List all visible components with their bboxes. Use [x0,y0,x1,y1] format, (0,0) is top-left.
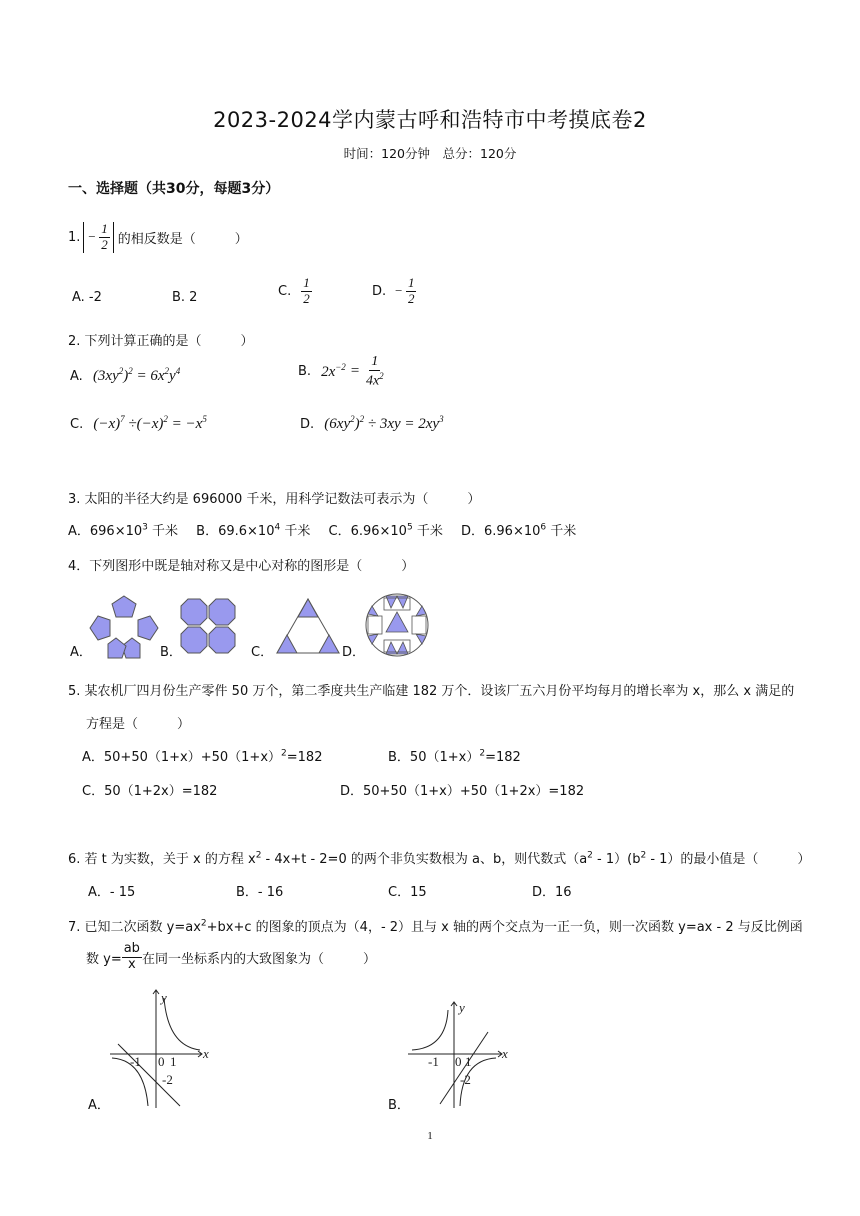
q1-frac-num: 1 [101,221,108,236]
q1-option-d [372,276,416,307]
q2-a-y: y [169,368,176,384]
q1-minus: − [87,229,97,245]
q3-c-text: C．6.96×10 [328,524,407,539]
q2-b-num: 1 [369,354,380,371]
q1-number: 1. [68,229,81,245]
q3-c-unit: 千米 [412,524,443,539]
q1-c-fraction [301,276,312,307]
q3-a-text: A．696×10 [68,524,143,539]
q4-option-a-label: A． [70,645,92,660]
graph-a-tick-1: 1 [170,1054,177,1069]
q2-b-den-sup: 2 [379,371,384,382]
q2-b-equals: = [349,363,360,380]
graph-b-tick-neg1: -1 [428,1054,439,1069]
q6-stem-d: - 1）的最小值是（ ） [646,852,811,867]
q3-a-unit: 千米 [147,524,179,539]
q5-stem-line1: 5. 某农机厂四月份生产零件 50 万个，第二季度共生产临建 182 万个．设该厂五六月份平均每月的增长率为 x，那么 x 满足的 [68,684,795,699]
q1-c-label: C. [278,283,292,299]
q7-fraction [122,942,142,973]
q5-option-c: C．50（1+2x）=182 [82,784,218,799]
graph-b-y-label: y [459,1000,465,1015]
q2-a-lhs: (3xy [92,368,119,384]
q2-d-label: D. [300,417,315,432]
graph-b-tick-1: 1 [465,1054,472,1069]
section-heading: 一、选择题（共30分，每题3分） [68,181,280,197]
graph-b-tick-neg2: -2 [460,1072,471,1087]
q3-b-unit: 千米 [280,524,311,539]
q1-fraction [99,222,110,253]
q7-frac-num: ab [123,941,140,956]
q4-option-b-label: B． [160,645,182,660]
q5-a-text: A．50+50（1+x）+50（1+x） [82,750,282,765]
q6-stem [68,848,810,867]
q2-a-sup2: 2 [128,366,133,376]
q4-option-d-label: D． [342,645,366,660]
q7-stem1-sup: 2 [200,918,207,929]
q2-a-sup3: 2 [164,366,170,376]
q3-a-sup: 3 [142,522,148,533]
q2-d-expression [324,416,443,432]
q2-option-a [70,366,180,385]
graph-a-origin: 0 [158,1054,165,1069]
q6-sup3: 2 [640,850,647,861]
q2-c-sup2: 2 [163,414,168,424]
graph-b-origin: 0 [455,1054,462,1069]
q1-option-b: B. 2 [172,290,198,305]
triangle-figure [276,598,340,654]
q2-d-close: ) [354,416,360,432]
q3-b-sup: 4 [274,522,281,533]
q6-option-c: C．15 [388,885,427,900]
q5-b-sup: 2 [479,748,486,759]
q7-option-a-label: A． [88,1098,110,1113]
q4-option-c-label: C． [251,645,274,660]
q1-stem: 的相反数是（ ） [117,231,248,247]
q7-stem2-b: 在同一坐标系内的大致图象为（ ） [141,951,376,967]
pentagon-ring-figure [88,594,160,660]
octagon-group-figure [180,598,236,654]
q2-c-eq: = −x [171,416,203,432]
graph-a-tick-neg2: -2 [162,1072,173,1087]
q5-option-b [388,746,521,765]
graph-b-hyperbola-upper [412,1010,448,1050]
q6-stem-c: - 1）(b [592,852,641,867]
q5-b-end: =182 [485,750,521,765]
graph-a-hyperbola-upper [164,998,200,1050]
q2-a-sup1: 2 [118,366,124,376]
q7-stem-line2 [86,942,376,973]
q1-c-num: 1 [303,275,310,290]
q7-stem1-a: 7. 已知二次函数 y=ax [68,920,201,935]
q2-c-div: ÷(−x) [128,416,164,432]
q3-stem: 3. 太阳的半径大约是 696000 千米，用科学记数法可表示为（ ） [68,492,481,507]
q2-d-sup3: 3 [439,414,444,424]
q1-c-den: 2 [303,290,310,306]
q2-d-p1: (6xy [324,416,351,432]
q5-stem-line2: 方程是（ ） [86,717,191,732]
q2-c-expression [93,416,206,432]
q2-a-sup4: 4 [175,366,181,376]
q7-stem-line1 [68,916,803,935]
q2-a-rhs: = 6x [136,368,165,384]
q2-c-sup1: 7 [120,414,125,424]
q3-c-sup: 5 [406,522,413,533]
q1-d-num: 1 [407,275,415,290]
q2-a-label: A. [70,369,83,384]
graph-a-y-label: y [161,990,167,1005]
q1-d-den: 2 [407,290,415,306]
q5-a-sup: 2 [281,748,287,759]
q5-option-d: D．50+50（1+x）+50（1+2x）=182 [340,784,585,799]
q7-stem1-b: +bx+c 的图象的顶点为（4，- 2）且与 x 轴的两个交点为一正一负，则一次函数 y=ax - 2 与反比例函 [206,920,803,935]
q2-d-sup1: 2 [350,414,355,424]
q7-stem2-a: 数 y= [86,951,122,967]
graph-a-tick-neg1: -1 [130,1054,141,1069]
page-number: 1 [427,1130,433,1142]
q3-d-text: D．6.96×10 [460,524,541,539]
q2-b-sup: −2 [335,362,346,373]
q7-frac-den: x [127,956,136,972]
graph-a-x-label: x [203,1046,209,1061]
q1-frac-den: 2 [101,236,108,252]
page-title: 2023-2024学内蒙古呼和浩特市中考摸底卷2 [213,108,647,132]
q2-b-fraction [364,354,386,390]
q6-option-b: B．- 16 [236,885,284,900]
graph-b-x-label: x [502,1046,508,1061]
q2-b-den [364,371,386,390]
q4-stem: 4．下列图形中既是轴对称又是中心对称的图形是（ ） [68,559,415,574]
question-1 [68,222,248,253]
q5-a-end: =182 [286,750,323,765]
q2-c-sup3: 5 [202,414,207,424]
q6-sup2: 2 [587,850,593,861]
q3-d-unit: 千米 [546,524,577,539]
q3-b-text: B．69.6×10 [196,524,275,539]
q2-c-p1: (−x) [93,416,121,432]
q2-option-b [298,354,386,390]
q3-d-sup: 6 [540,522,547,533]
q3-option-b [196,524,310,539]
q6-stem-b: - 4x+t - 2=0 的两个非负实数根为 a、b，则代数式（a [261,852,588,867]
circle-pattern-figure [364,592,430,658]
graph-a [104,984,224,1112]
q1-option-a: A. -2 [72,290,102,305]
q2-b-base: 2x [321,364,336,381]
q2-option-d [300,414,444,433]
q1-d-minus: − [394,283,403,299]
q1-option-c [278,276,312,307]
q6-stem-a: 6. 若 t 为实数，关于 x 的方程 x [68,852,256,867]
q2-stem: 2. 下列计算正确的是（ ） [68,334,254,349]
q1-absolute-value [83,222,113,253]
q3-option-d [461,524,576,539]
q2-a-expression [93,368,180,384]
q3-option-c [329,524,443,539]
q2-option-c [70,414,207,433]
q2-b-label: B. [298,364,312,380]
q3-option-a [68,524,178,539]
q1-d-fraction [406,276,417,307]
q2-b-lhs [321,362,346,381]
q2-b-den-base: 4x [365,373,380,389]
q6-sup1: 2 [255,850,262,861]
q5-option-a [82,746,322,765]
graph-b [404,996,518,1112]
q2-a-close: ) [123,368,129,384]
q3-options [68,520,576,539]
q6-option-d: D．16 [532,885,572,900]
q1-d-label: D. [372,283,387,299]
q6-option-a: A．- 15 [88,885,136,900]
q7-option-b-label: B． [388,1098,410,1113]
graph-b-line [440,1032,488,1104]
q2-c-label: C. [70,417,84,432]
q5-b-text: B．50（1+x） [388,750,480,765]
exam-info: 时间：120分钟 总分：120分 [343,146,517,161]
q2-d-div: ÷ 3xy = 2xy [367,416,440,432]
q2-d-sup2: 2 [359,414,365,424]
